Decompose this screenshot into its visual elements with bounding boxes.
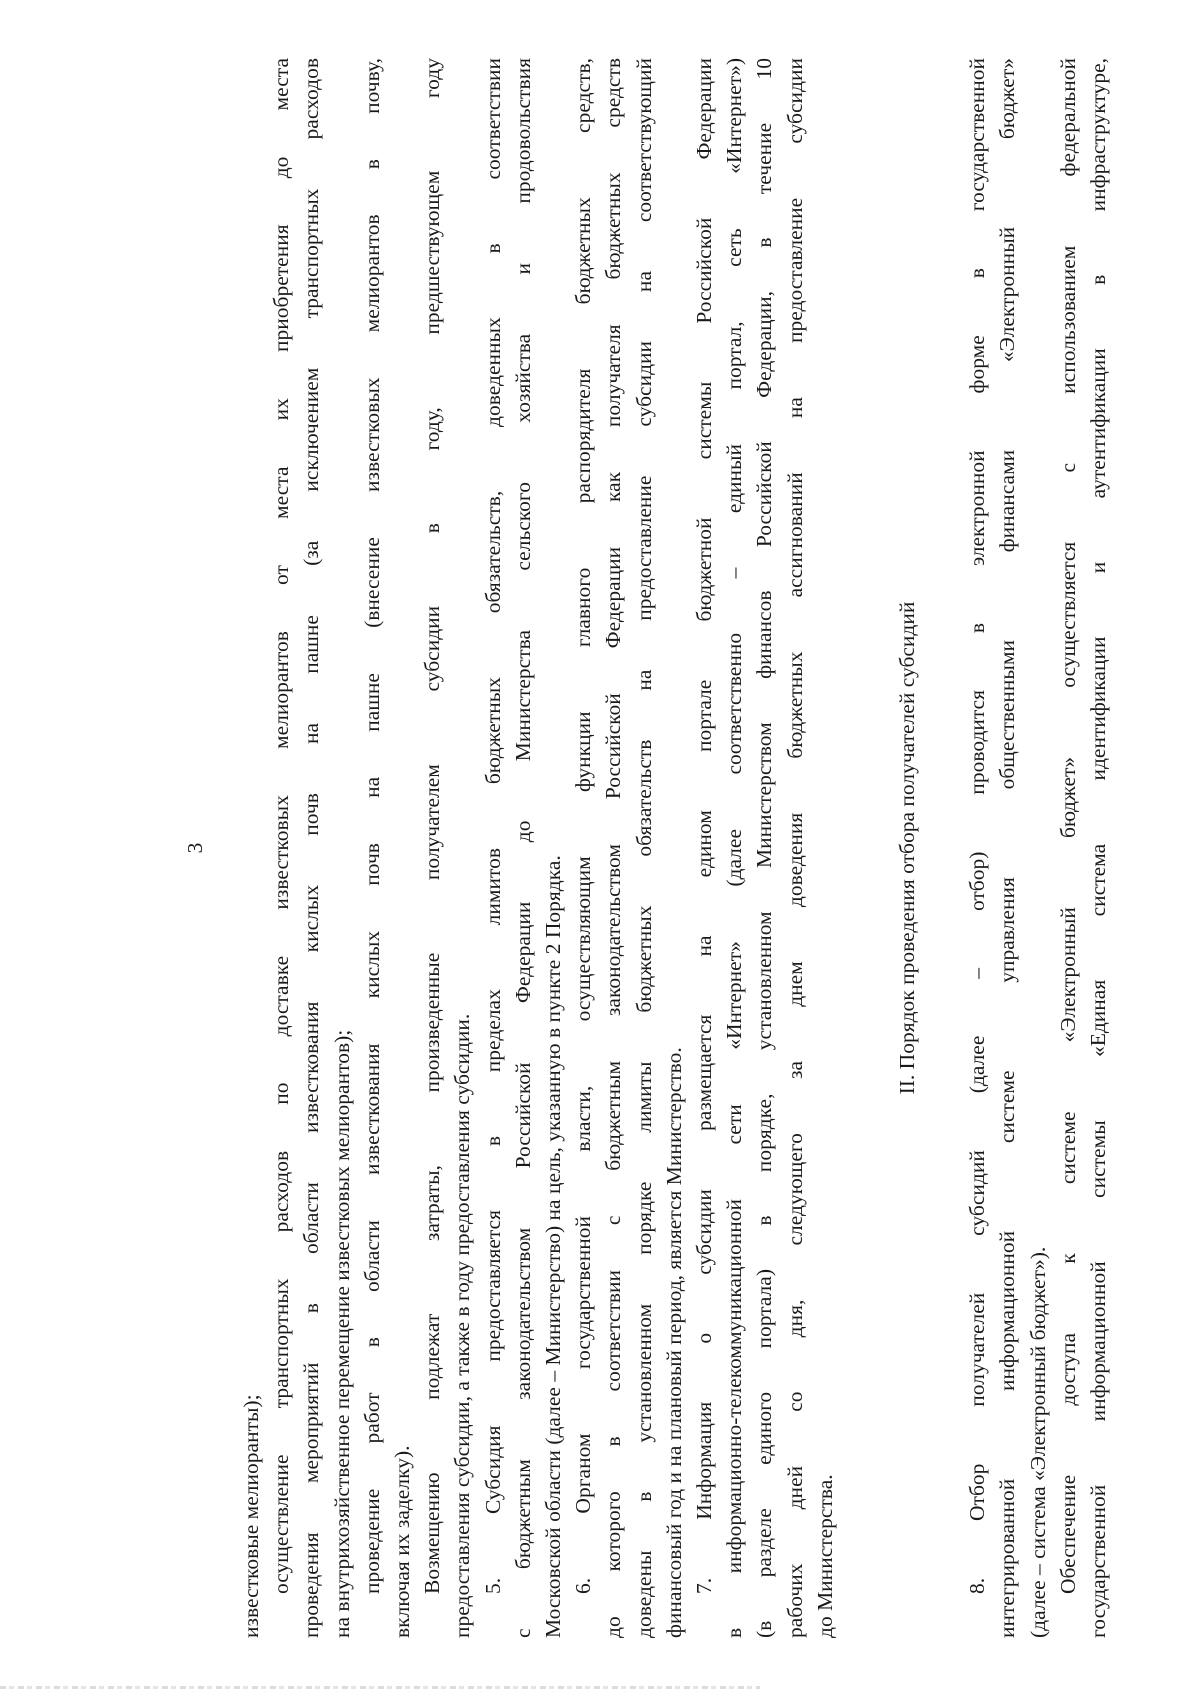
text-line: Обеспечение доступа к системе «Электронный бюджет» осуществляется с использованием федеральной [1055, 58, 1080, 1594]
text-line: (в разделе единого портала) в порядке, установленном Министерством финансов Российской Федерации, в течение 10 [752, 58, 777, 1638]
text-line: 7. Информация о субсидии размещается на едином портале бюджетной системы Российской Федерации [692, 58, 717, 1594]
body-text-block-2 [962, 58, 1113, 1638]
text-line: включая их заделку). [390, 1445, 415, 1638]
page-number: 3 [183, 842, 207, 854]
text-line: (далее – система «Электронный бюджет»). [1025, 1246, 1050, 1638]
section-heading: II. Порядок проведения отбора получателей субсидий [895, 601, 920, 1095]
body-text-block-1 [236, 58, 840, 1638]
text-line: проведения мероприятий в области известкования кислых почв на пашне (за исключением транспортных расходов [299, 58, 324, 1638]
text-line: известковые мелиоранты); [239, 1394, 263, 1638]
text-line: проведение работ в области известкования кислых почв на пашне (внесение известковых мелиорантов в почву, [359, 58, 384, 1594]
text-line: осуществление транспортных расходов по доставке известковых мелиорантов от места их приобретения до места [269, 58, 294, 1594]
text-line: государственной информационной системы «Единая система идентификации и аутентификации в инфраструктуре, [1086, 58, 1111, 1638]
text-line: 8. Отбор получателей субсидий (далее – отбор) проводится в электронной форме в государственной [965, 58, 990, 1594]
text-line: в информационно-телекоммуникационной сети «Интернет» (далее соответственно – единый портал, сеть «Интернет») [722, 58, 747, 1638]
text-line: финансовый год и на плановый период, является Министерство. [661, 1047, 686, 1638]
text-line: предоставления субсидии, а также в году предоставления субсидии. [450, 1013, 475, 1638]
text-line: 5. Субсидия предоставляется в пределах лимитов бюджетных обязательств, доведенных в соответствии [480, 58, 505, 1594]
text-line: на внутрихозяйственное перемещение известковых мелиорантов); [329, 1029, 354, 1638]
text-line: Московской области (далее – Министерство) на цель, указанную в пункте 2 Порядка. [541, 855, 566, 1638]
text-line: доведены в установленном порядке лимиты бюджетных обязательств на предоставление субсидии на соответствующий [631, 58, 656, 1638]
text-line: рабочих дней со дня, следующего за днем доведения бюджетных ассигнований на предоставление субсидии [782, 58, 807, 1638]
scan-edge-artifact [0, 1686, 760, 1689]
text-line: Возмещению подлежат затраты, произведенные получателем субсидии в году, предшествующем году [420, 58, 445, 1594]
text-line: до Министерства. [812, 1474, 837, 1638]
rotated-document-sheet [180, 58, 1120, 1638]
text-line: интегрированной информационной системе управления общественными финансами «Электронный бюджет» [995, 58, 1020, 1638]
text-line: с бюджетным законодательством Российской Федерации до Министерства сельского хозяйства и продовольствия [510, 58, 535, 1638]
text-line: до которого в соответствии с бюджетным законодательством Российской Федерации как получателя бюджетных средств [601, 58, 626, 1638]
text-line: 6. Органом государственной власти, осуществляющим функции главного распорядителя бюджетных средств, [571, 58, 596, 1594]
